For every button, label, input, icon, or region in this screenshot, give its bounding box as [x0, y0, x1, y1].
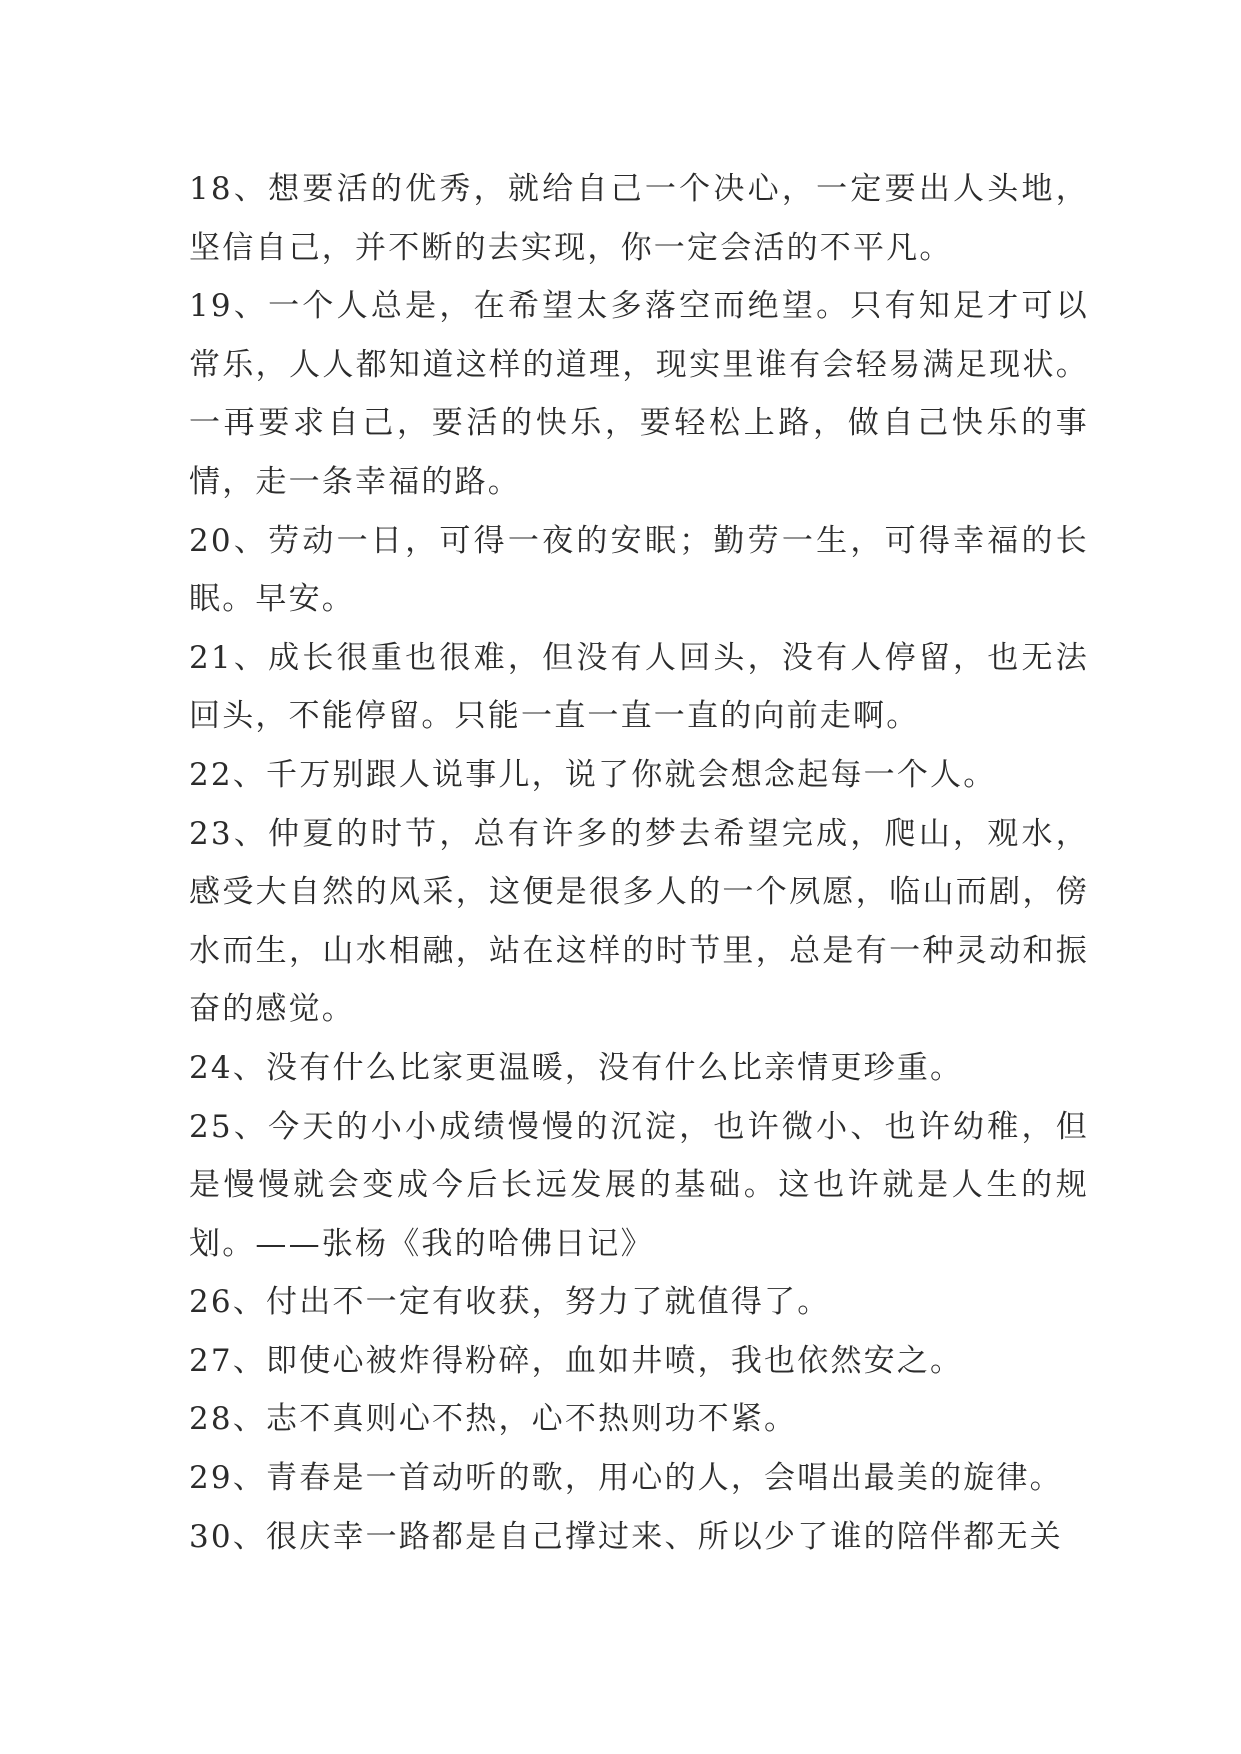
entry-text: 、今天的小小成绩慢慢的沉淀，也许微小、也许幼稚，但是慢慢就会变成今后长远发展的基础。这也许就是人生的规划。——张杨《我的哈佛日记》: [189, 1108, 1089, 1262]
quote-entry-24: [189, 1039, 1089, 1098]
quote-entry-23: [189, 805, 1089, 1039]
entry-number: 21: [189, 639, 233, 676]
quote-entry-25: [189, 1098, 1089, 1274]
entry-number: 19: [189, 288, 233, 325]
quote-entry-26: [189, 1273, 1089, 1332]
entry-text: 、仲夏的时节，总有许多的梦去希望完成，爬山，观水，感受大自然的风采，这便是很多人的一个夙愿，临山而剧，傍水而生，山水相融，站在这样的时节里，总是有一种灵动和振奋的感觉。: [189, 815, 1089, 1028]
entry-number: 26: [189, 1284, 233, 1321]
entry-number: 18: [189, 171, 233, 207]
entry-text: 、付出不一定有收获，努力了就值得了。: [232, 1284, 831, 1321]
entry-text: 、劳动一日，可得一夜的安眠；勤劳一生，可得幸福的长眠。早安。: [189, 522, 1089, 618]
entry-number: 22: [189, 756, 233, 793]
quote-entry-20: [189, 512, 1089, 629]
quote-entry-30: [189, 1508, 1089, 1567]
entry-text: 、即使心被炸得粉碎，血如井喷，我也依然安之。: [232, 1342, 964, 1379]
entry-number: 20: [189, 522, 233, 559]
quote-entry-22: [189, 746, 1089, 805]
quote-entry-21: [189, 629, 1089, 746]
entry-number: 24: [189, 1049, 233, 1086]
entry-number: 30: [189, 1518, 233, 1555]
entry-text: 、想要活的优秀，就给自己一个决心，一定要出人头地，坚信自己，并不断的去实现，你一定会活的不平凡。: [189, 171, 1089, 266]
entry-text: 、千万别跟人说事儿，说了你就会想念起每一个人。: [232, 756, 997, 793]
entry-number: 28: [189, 1401, 233, 1438]
entry-number: 27: [189, 1342, 233, 1379]
quote-entry-18: [189, 160, 1089, 277]
entry-text: 、一个人总是，在希望太多落空而绝望。只有知足才可以常乐，人人都知道这样的道理，现实里谁有会轻易满足现状。一再要求自己，要活的快乐，要轻松上路，做自己快乐的事情，走一条幸福的路。: [189, 288, 1089, 500]
quote-entry-19: [189, 277, 1089, 511]
quote-entry-27: [189, 1332, 1089, 1391]
entry-text: 、很庆幸一路都是自己撑过来、所以少了谁的陪伴都无关: [232, 1518, 1063, 1555]
entry-text: 、没有什么比家更温暖，没有什么比亲情更珍重。: [232, 1049, 964, 1086]
entry-text: 、青春是一首动听的歌，用心的人，会唱出最美的旋律。: [232, 1460, 1063, 1497]
entry-number: 25: [189, 1108, 233, 1145]
entry-number: 23: [189, 815, 233, 852]
entry-text: 、成长很重也很难，但没有人回头，没有人停留，也无法回头，不能停留。只能一直一直一直的向前走啊。: [189, 639, 1089, 735]
quote-list: [189, 160, 1089, 1566]
entry-text: 、志不真则心不热，心不热则功不紧。: [232, 1401, 798, 1438]
entry-number: 29: [189, 1460, 233, 1497]
quote-entry-29: [189, 1449, 1089, 1508]
quote-entry-28: [189, 1390, 1089, 1449]
